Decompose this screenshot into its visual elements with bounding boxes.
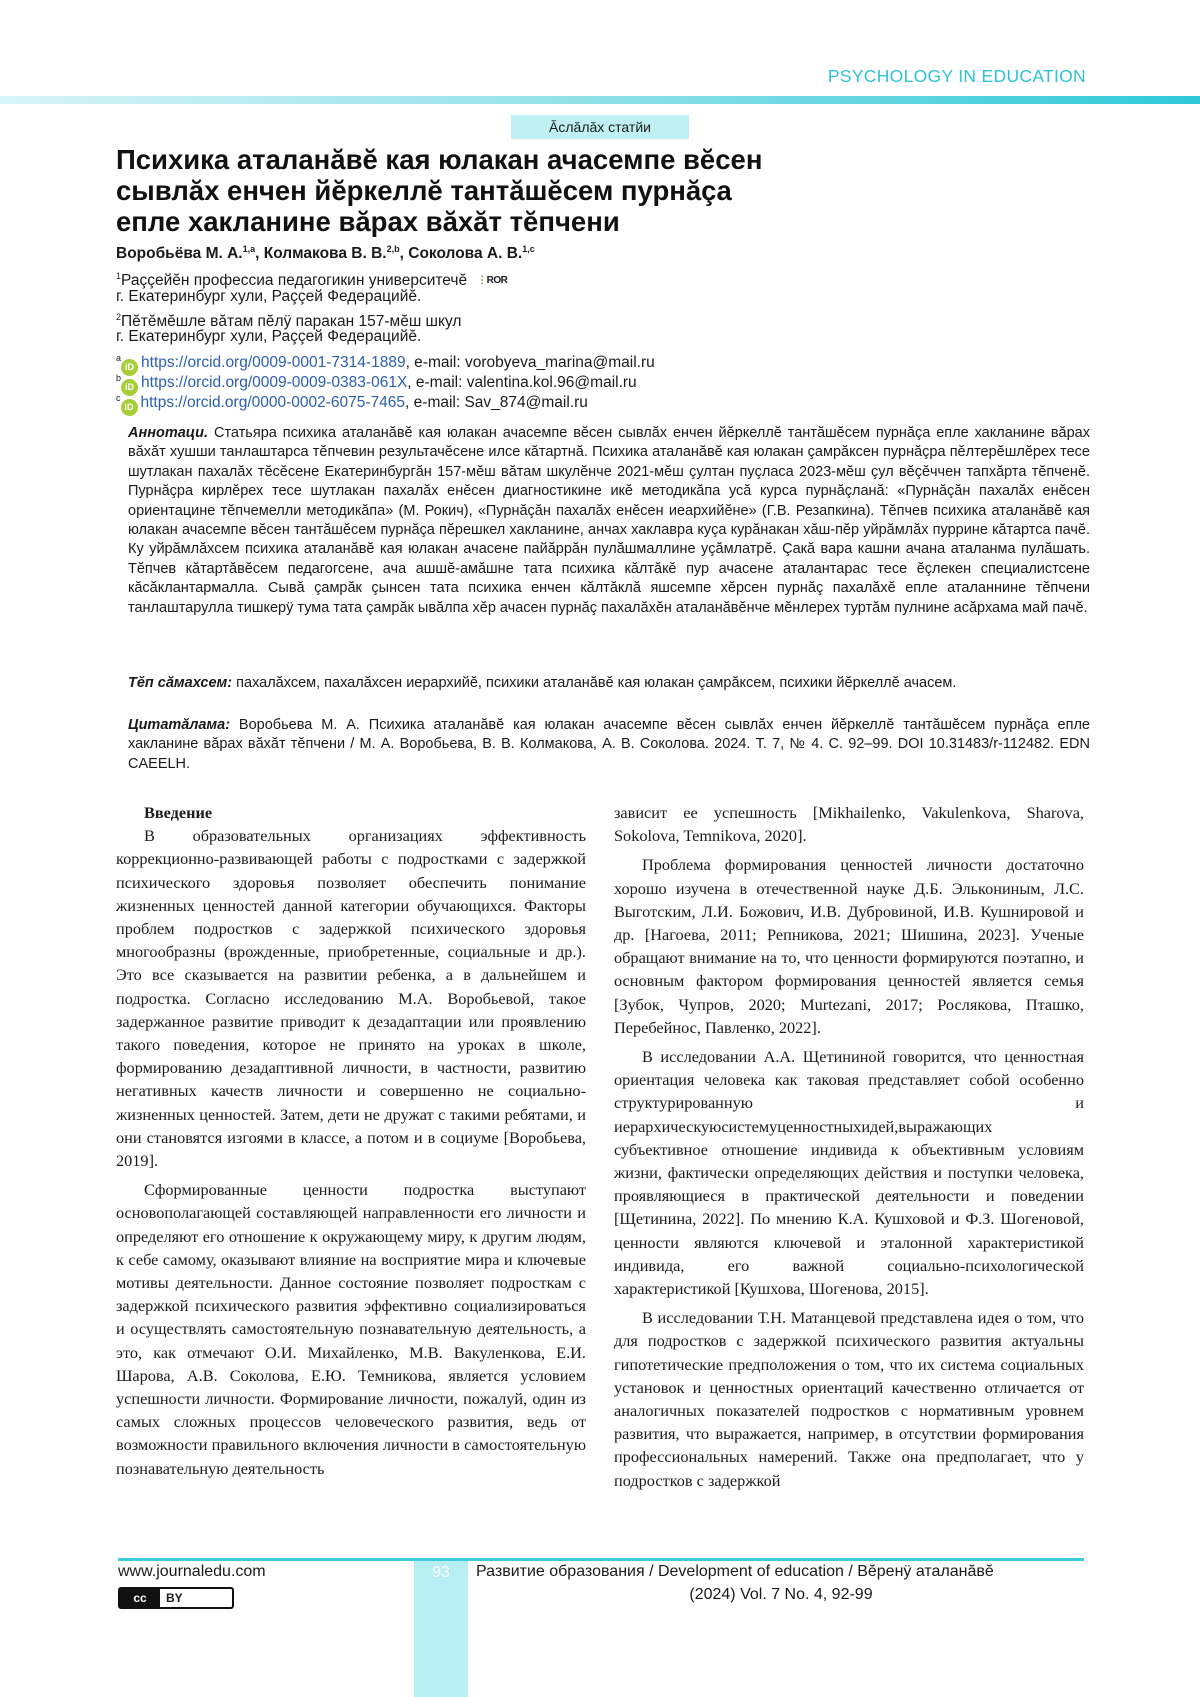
citation-label: Цитатăлама:: [128, 717, 230, 733]
article-title: [116, 144, 1076, 237]
affiliation-name: Раççейĕн профессиа педагогикин университечĕ: [121, 272, 467, 289]
abstract-text: Статьяра психика аталанăвĕ кая юлакан ачасемпе вĕсен сывлăх енчен йĕркеллĕ тантăшĕсем пурнăçа епле хакланине вăрах вăхăт хушши танлаштарса тĕпчевин результачĕсене илсе кăтартнă. Психика аталанăвĕ кая юлакан çамрăксен пурнăçра пĕлтерĕшлĕрех тесе шутлакан пахалăх тĕсĕсене Екатеринбургăн 157-мĕш вăтам шкулĕнче 2021-мĕш çултан пуçласа 2023-мĕш çул вĕçĕччен тапхăрта тĕпченĕ. Пурнăçра кирлĕрех тесе шутлакан пахалăх енĕсен диагностикине икĕ методикăпа усă курса пурнăçланă: «Пурнăçăн пахалăх енĕсен ориентацине тĕпчемелли методикăпа» (М. Рокич), «Пурнăçăн пахалăх енĕсен иеархийĕне» (Г.В. Резапкина). Тĕпчев психика аталанăвĕ кая юлакан ачасемпе вĕсен тантăшĕсем пурнăçа пĕрешкел хакланине, анчах хаклавра куçа курăнакан хăш-пĕр уйрăмлăх пуррине кăтартса пачĕ. Ку уйрăмлăхсем психика аталанăвĕ кая юлакан ачасене пайăррăн пулăшмаллине уçăмлатрĕ. Çакă вара кашни ачана аталанма пулăшать. Тĕпчев кăтартăвĕсем педагогсене, ача ашшĕ-амăшне тата психика кăлтăкĕ пур ачасене аталантарас тесе ĕçлекен специалистсене кăсăклантармалла. Сывă çамрăк çынсен тата психика енчен кăлтăклă яшсемпе хĕрсен пурнăç пахалăхĕ епле аталаннине тĕпчени танлаштарулла тишкерÿ тума тата çамрăк ывăлпа хĕр ачасен пурнăç пахалăхĕн аталанăвĕнче мĕнлерех туртăм пулнине асăрхама май пачĕ.: [128, 425, 1090, 616]
author-name: Колмакова В. В.: [264, 245, 387, 262]
author-separator: ,: [400, 245, 409, 262]
email-text: , e-mail: valentina.kol.96@mail.ru: [407, 374, 636, 391]
body-paragraph: Проблема формирования ценностей личности достаточно хорошо изучена в отечественной науке Д.Б. Элькониным, Л.С. Выготским, Л.И. Божович, И.В. Дубровиной, И.В. Кушнировой и др. [Нагоева, 2011; Репникова, 2021; Шишина, 2023]. Ученые обращают внимание на то, что ценности формируются поэтапно, и основным фактором формирования ценностей является семья [Зубок, Чупров, 2020; Murtezani, 2017; Рослякова, Пташко, Перебейнос, Павленко, 2022].: [614, 853, 1084, 1039]
affiliation-number: 1: [116, 271, 121, 281]
title-line: Психика аталанăвĕ кая юлакан ачасемпе вĕсен: [116, 144, 1076, 175]
title-line: сывлăх енчен йĕркеллĕ тантăшĕсем пурнăçа: [116, 175, 1076, 206]
footer-issue-info: (2024) Vol. 7 No. 4, 92-99: [476, 1586, 1086, 1604]
orcid-author-mark: b: [116, 373, 121, 383]
page-number: 93: [414, 1564, 468, 1582]
affiliation-2-city: г. Екатеринбург хули, Раççей Федерацийĕ.: [116, 327, 421, 347]
author-affiliation-mark: 2,b: [387, 244, 400, 254]
affiliation-number: 2: [116, 312, 121, 322]
keywords-label: Тĕп сăмахсем:: [128, 675, 232, 691]
keywords: [128, 674, 1090, 693]
orcid-link[interactable]: https://orcid.org/0000-0002-6075-7465: [141, 394, 406, 411]
body-paragraph: В образовательных организациях эффективность коррекционно-развивающей работы с подростками с задержкой психического здоровья позволяет обеспечить понимание жизненных ценностей данной категории обучающихся. Факторы проблем подростков с задержкой психического здоровья многообразны (врожденные, приобретенные, социальные и др.). Это все сказывается на развитии ребенка, а в дальнейшем и подростка. Согласно исследованию М.А. Воробьевой, такое задержанное развитие приводит к дезадаптации или проявлению такого поведения, которое не принято на уроках в школе, формированию дезадаптивной личности, в частности, развитию негативных качеств личности и совершенно не социально-жизненных ценностей. Затем, дети не дружат с такими ребятами, и они становятся изгоями в классе, а потом и в социуме [Воробьева, 2019].: [116, 824, 586, 1172]
keywords-text: пахалăхсем, пахалăхсен иерархийĕ, психики аталанăвĕ кая юлакан çамрăксем, психики йĕркеллĕ ачасем.: [232, 675, 956, 691]
title-line: епле хакланине вăрах вăхăт тĕпчени: [116, 206, 1076, 237]
abstract-label: Аннотаци.: [128, 425, 208, 441]
affiliation-1-city: г. Екатеринбург хули, Раççей Федерацийĕ.: [116, 287, 421, 307]
orcid-author-mark: c: [116, 393, 121, 403]
body-paragraph: В исследовании А.А. Щетининой говорится, что ценностная ориентация человека как таковая представляет собой особенно структурированную и иерархическуюсистемуценностныхидей,выражающих субъективное отношение индивида к объективным условиям жизни, фактически определяющих действия и поступки человека, проявляющиеся в практической деятельности и поведении [Щетинина, 2022]. По мнению К.А. Кушховой и Ф.З. Шогеновой, ценности являются ключевой и эталонной характеристикой индивида, его важной социально-психологической характеристикой [Кушхова, Шогенова, 2015].: [614, 1045, 1084, 1300]
author-name: Соколова А. В.: [408, 245, 522, 262]
orcid-icon: iD: [121, 399, 138, 416]
orcid-link[interactable]: https://orcid.org/0009-0001-7314-1889: [141, 354, 406, 371]
body-column-right: [614, 801, 1084, 1492]
body-paragraph: зависит ее успешность [Mikhailenko, Vakulenkova, Sharova, Sokolova, Temnikova, 2020].: [614, 801, 1084, 847]
journal-website-link[interactable]: www.journaledu.com: [118, 1563, 266, 1581]
footer-journal-name: Развитие образования / Development of education / Вĕренÿ аталанăвĕ: [476, 1563, 994, 1581]
cc-by-license-badge[interactable]: [118, 1587, 234, 1609]
orcid-link[interactable]: https://orcid.org/0009-0009-0383-061X: [141, 374, 407, 391]
author-affiliation-mark: 1,c: [522, 244, 535, 254]
section-heading: Введение: [116, 801, 586, 824]
orcid-line: [116, 388, 588, 416]
author-name: Воробьёва М. А.: [116, 245, 243, 262]
journal-section-label: PSYCHOLOGY IN EDUCATION: [828, 66, 1086, 87]
email-text: , e-mail: vorobyeva_marina@mail.ru: [406, 354, 655, 371]
orcid-icon: iD: [121, 379, 138, 396]
ror-icon[interactable]: [477, 271, 507, 291]
orcid-author-mark: a: [116, 353, 121, 363]
orcid-icon: iD: [121, 359, 138, 376]
article-type-badge: Ăслăлăх статйи: [511, 115, 689, 139]
body-column-left: [116, 801, 586, 1480]
author-separator: ,: [255, 245, 264, 262]
author-affiliation-mark: 1,a: [243, 244, 256, 254]
citation-text: Воробьева М. А. Психика аталанăвĕ кая юлакан ачасемпе вĕсен сывлăх енчен йĕркеллĕ тантăшĕсем пурнăçа епле хакланине вăрах вăхăт тĕпчени / М. А. Воробьева, В. В. Колмакова, А. В. Соколова. 2024. Т. 7, № 4. С. 92–99. DOI 10.31483/r-112482. EDN CAEELH.: [128, 717, 1090, 772]
body-paragraph: Сформированные ценности подростка выступают основополагающей составляющей направленности его личности и определяют его отношение к окружающему миру, к другим людям, к себе самому, оказывают влияние на восприятие мира и ключевые мотивы деятельности. Данное состояние позволяет подросткам с задержкой психического развития эффективно социализироваться и осуществлять самостоятельную познавательную деятельность, а это, как отмечают О.И. Михайленко, М.В. Вакуленкова, Е.И. Шарова, А.В. Соколова, Е.Ю. Темникова, является условием успешности личности. Формирование личности, пожалуй, один из самых сложных процессов человеческого развития, ведь от возможности правильного включения личности в самостоятельную познавательную деятельность: [116, 1178, 586, 1480]
header-accent-bar: [0, 96, 1200, 104]
attribution-label: BY: [160, 1589, 183, 1607]
abstract: [128, 424, 1090, 618]
ror-icon-mark: ⋮: [477, 275, 487, 286]
body-paragraph: В исследовании Т.Н. Матанцевой представлена идея о том, что для подростков с задержкой психического развития актуальны гипотетические предположения о том, что их система социальных установок и ценностных ориентаций качественно отличается от аналогичных показателей подростков с нормативным уровнем развития, что выражается, например, в отсутствии формирования профессиональных намерений. Также она предполагает, что у подростков с задержкой: [614, 1306, 1084, 1492]
creative-commons-icon: cc: [120, 1589, 160, 1607]
author-list: [116, 244, 535, 263]
email-text: , e-mail: Sav_874@mail.ru: [405, 394, 588, 411]
citation: [128, 716, 1090, 774]
footer-accent-bar: [118, 1558, 1084, 1561]
ror-label: ROR: [487, 275, 508, 286]
affiliation-name: Пĕтĕмĕшле вăтам пĕлÿ паракан 157-мĕш шкул: [121, 313, 461, 330]
